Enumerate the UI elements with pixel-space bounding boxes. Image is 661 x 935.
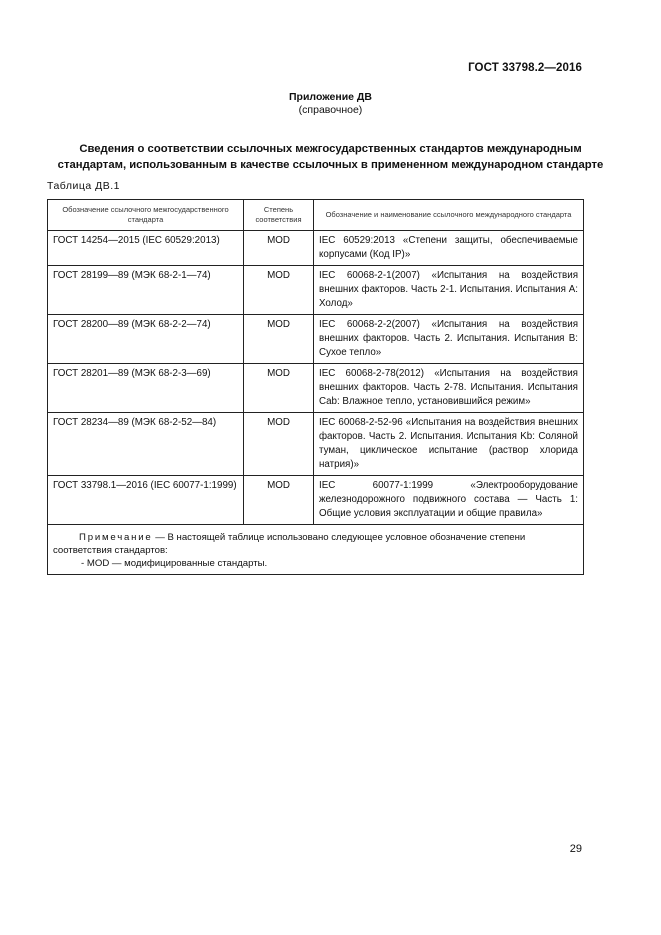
cell-degree: MOD [244, 266, 314, 315]
column-header-standard: Обозначение ссылочного межгосударственного стандарта [48, 200, 244, 231]
cell-standard: ГОСТ 28199—89 (МЭК 68-2-1—74) [48, 266, 244, 315]
cell-standard: ГОСТ 28200—89 (МЭК 68-2-2—74) [48, 315, 244, 364]
cell-standard: ГОСТ 28201—89 (МЭК 68-2-3—69) [48, 364, 244, 413]
document-code: ГОСТ 33798.2—2016 [468, 62, 582, 74]
note-list-item: - MOD — модифицированные стандарты. [81, 558, 268, 569]
note-text-paragraph [53, 531, 578, 557]
table-row [48, 413, 584, 476]
cell-standard: ГОСТ 14254—2015 (IEC 60529:2013) [48, 231, 244, 266]
table-row [48, 315, 584, 364]
cell-degree: MOD [244, 364, 314, 413]
cell-standard: ГОСТ 28234—89 (МЭК 68-2-52—84) [48, 413, 244, 476]
column-header-international: Обозначение и наименование ссылочного международного стандарта [314, 200, 584, 231]
table-row [48, 266, 584, 315]
column-header-degree: Степень соответствия [244, 200, 314, 231]
annex-subtitle: (справочное) [298, 104, 363, 116]
cell-degree: MOD [244, 476, 314, 525]
cell-international: IEC 60077-1:1999 «Электрооборудование железнодорожного подвижного состава — Часть 1: Общие условия эксплуатации и общие правила» [314, 476, 584, 525]
note-text: — В настоящей таблице использовано следующее условное обозначение степени соответствия стандартов: [53, 532, 526, 556]
table-header-row [48, 200, 584, 231]
table-note-row [48, 525, 584, 575]
table-row [48, 364, 584, 413]
cell-degree: MOD [244, 413, 314, 476]
cell-international: IEC 60068-2-78(2012) «Испытания на воздействия внешних факторов. Часть 2-78. Испытания. Испытания Cab: Влажное тепло, установившийся режим» [314, 364, 584, 413]
table-note [48, 525, 584, 575]
table-row [48, 231, 584, 266]
cell-degree: MOD [244, 315, 314, 364]
cell-international: IEC 60529:2013 «Степени защиты, обеспечиваемые корпусами (Код IP)» [314, 231, 584, 266]
page-number: 29 [569, 843, 582, 855]
table-row [48, 476, 584, 525]
annex-heading [0, 91, 661, 117]
section-title-line-2: стандартам, использованным в качестве ссылочных в примененном международном стандарте [57, 159, 604, 171]
cell-international: IEC 60068-2-2(2007) «Испытания на воздействия внешних факторов. Часть 2. Испытания. Испытания В: Сухое тепло» [314, 315, 584, 364]
cell-international: IEC 60068-2-1(2007) «Испытания на воздействия внешних факторов. Часть 2-1. Испытания. Испытания А: Холод» [314, 266, 584, 315]
annex-title: Приложение ДВ [289, 91, 372, 103]
correspondence-table [47, 199, 584, 575]
table-label: Таблица ДВ.1 [47, 180, 120, 192]
cell-standard: ГОСТ 33798.1—2016 (IEC 60077-1:1999) [48, 476, 244, 525]
section-title [40, 141, 621, 173]
cell-degree: MOD [244, 231, 314, 266]
note-label: Примечание [79, 532, 153, 543]
cell-international: IEC 60068-2-52-96 «Испытания на воздействия внешних факторов. Часть 2. Испытания. Испытания Kb: Соляной туман, циклическое испытание (раствор хлорида натрия)» [314, 413, 584, 476]
section-title-line-1: Сведения о соответствии ссылочных межгосударственных стандартов международным [79, 143, 582, 155]
